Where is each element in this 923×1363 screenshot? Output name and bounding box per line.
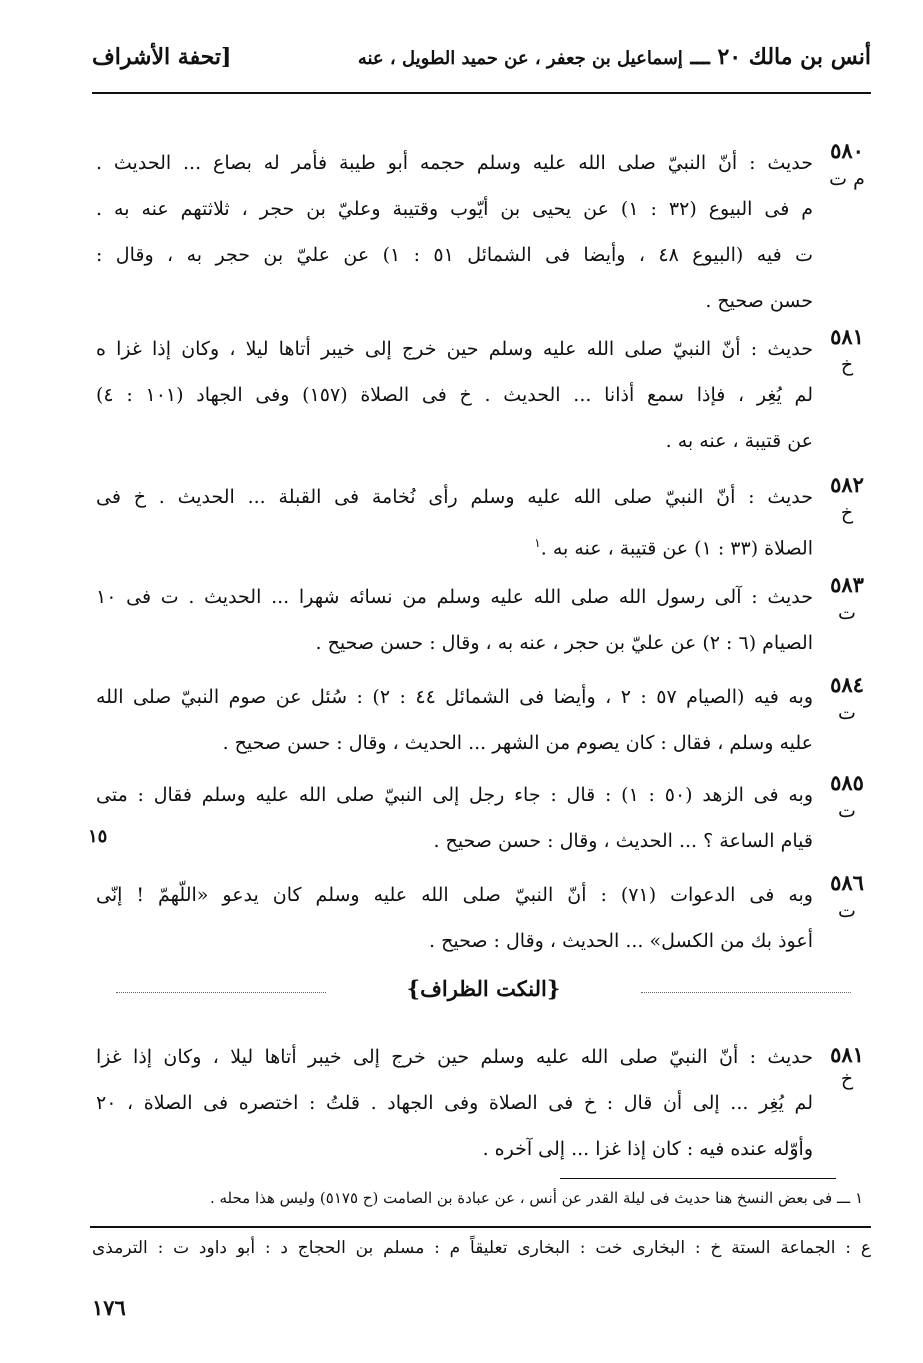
hadith-entry: [96, 326, 871, 456]
entry-line: قيام الساعة ؟ ... الحديث ، وقال : حسن صحيح .: [433, 830, 813, 852]
entry-text: [96, 674, 813, 766]
entry-books: خ: [840, 502, 854, 524]
entry-line-text: الصلاة (٣٣ : ١) عن قتيبة ، عنه به .: [540, 537, 813, 560]
hadith-entry: [96, 474, 871, 564]
header-title-main: أنس بن مالك ٢٠ ـــ: [690, 44, 871, 70]
hadith-entry: [96, 674, 871, 764]
entry-line: وبه فى الدعوات (٧١) : أنّ النبيّ صلى الله عليه وسلم كان يدعو «اللّهمّ ! إنّى: [96, 884, 813, 906]
entry-books: خ: [840, 354, 854, 376]
entry-text: [96, 772, 813, 864]
hadith-entry: [96, 574, 871, 664]
entry-books: ت: [838, 602, 856, 624]
hadith-entry: [96, 872, 871, 962]
entry-text: [96, 140, 813, 324]
entry-books: خ: [840, 1068, 854, 1090]
entry-line: حسن صحيح .: [705, 290, 813, 312]
abbreviations-key: ع : الجماعة الستة خ : البخارى خت : البخارى تعليقاً م : مسلم بن الحجاج د : أبو داود ت : الترمذى: [92, 1238, 871, 1258]
entry-number: ٥٨٢: [830, 472, 864, 497]
header-rule: [92, 92, 871, 94]
entry-books: ت: [838, 702, 856, 724]
page-number: ١٧٦: [92, 1295, 126, 1320]
entry-line: حديث : أنّ النبيّ صلى الله عليه وسلم حين خرج إلى خيبر أتاها ليلا ، وكان إذا غزا ه: [96, 338, 813, 360]
section-title: [96, 976, 871, 1001]
entry-books: ت: [838, 800, 856, 822]
entry-line: حديث : آلى رسول الله صلى الله عليه وسلم من نسائه شهرا ... الحديث . ت فى ١٠: [96, 586, 813, 608]
hadith-entry: [96, 772, 871, 862]
footnote: ١ ـــ فى بعض النسخ هنا حديث فى ليلة القدر عن أنس ، عن عبادة بن الصامت (ح ٥١٧٥) وليس هذا محله .: [209, 1189, 863, 1207]
entry-line: وبه فى الزهد (٥٠ : ١) : قال : جاء رجل إلى النبيّ صلى الله عليه وسلم فقال : متى: [96, 784, 813, 806]
entry-line: عن قتيبة ، عنه به .: [665, 430, 813, 452]
entry-books: م ت: [829, 168, 865, 190]
header-title: [358, 44, 871, 70]
entry-text: [96, 574, 813, 666]
entry-line: وأوّله عنده فيه : كان إذا غزا ... إلى آخره .: [482, 1138, 813, 1160]
running-header: [92, 44, 871, 88]
header-book-name: [تحفة الأشراف: [92, 44, 232, 70]
entry-number: ٥٨٦: [830, 870, 864, 895]
section-divider: [116, 992, 326, 993]
entry-text: [96, 326, 813, 464]
entry-line: لم يُغِر ، فإذا سمع أذانا ... الحديث . خ فى الصلاة (١٥٧) وفى الجهاد (١٠١ : ٤): [96, 384, 813, 406]
entry-line: أعوذ بك من الكسل» ... الحديث ، وقال : صحيح .: [429, 930, 813, 952]
entry-text: [96, 872, 813, 964]
nukat-entry: [96, 1034, 871, 1164]
entry-text: [96, 474, 813, 571]
entry-number: ٥٨٠: [830, 138, 864, 163]
entry-number: ٥٨١: [830, 324, 864, 349]
section-title-text: {النكت الظراف}: [406, 976, 561, 1001]
hadith-entry: [96, 140, 871, 310]
section-divider: [641, 992, 851, 993]
entry-books: ت: [838, 900, 856, 922]
entry-line: الصيام (٦ : ٢) عن عليّ بن حجر ، عنه به ، وقال : حسن صحيح .: [315, 632, 813, 654]
abbreviations-rule: [90, 1226, 871, 1228]
entry-line: لم يُغِر ... إلى أن قال : خ فى الصلاة وفى الجهاد . قلتُ : اختصره فى الصلاة ، ٢٠: [96, 1092, 813, 1114]
entry-line: حديث : أنّ النبيّ صلى الله عليه وسلم حجمه أبو طيبة فأمر له بصاع ... الحديث .: [96, 152, 813, 174]
footnote-ref: ١: [534, 536, 541, 550]
entry-number: ٥٨٣: [830, 572, 864, 597]
entry-line: م فى البيوع (٣٢ : ١) عن يحيى بن أيّوب وقتيبة وعليّ بن حجر ، ثلاثتهم عنه به .: [96, 198, 813, 220]
entry-text: [96, 1034, 813, 1172]
header-title-sub: إسماعيل بن جعفر ، عن حميد الطويل ، عنه: [357, 48, 683, 69]
margin-line-number: ١٥: [88, 826, 108, 847]
entry-number: ٥٨٤: [830, 672, 864, 697]
entry-line: حديث : أنّ النبيّ صلى الله عليه وسلم رأى نُخامة فى القبلة ... الحديث . خ فى: [96, 486, 813, 508]
entry-line: عليه وسلم ، فقال : كان يصوم من الشهر ... الحديث ، وقال : حسن صحيح .: [222, 732, 813, 754]
entry-line: ت فيه (البيوع ٤٨ ، وأيضا فى الشمائل ٥١ : ١) عن عليّ بن حجر به ، وقال :: [96, 244, 813, 266]
entry-number: ٥٨١: [830, 1042, 864, 1067]
entry-line: وبه فيه (الصيام ٥٧ : ٢ ، وأيضا فى الشمائل ٤٤ : ٢) : سُئل عن صوم النبيّ صلى الله: [96, 686, 813, 708]
entry-line: حديث : أنّ النبيّ صلى الله عليه وسلم حين خرج إلى خيبر أتاها ليلا ، وكان إذا غزا: [96, 1046, 813, 1068]
entry-line: [96, 520, 813, 571]
footnote-rule: [560, 1178, 836, 1179]
entry-number: ٥٨٥: [830, 770, 864, 795]
